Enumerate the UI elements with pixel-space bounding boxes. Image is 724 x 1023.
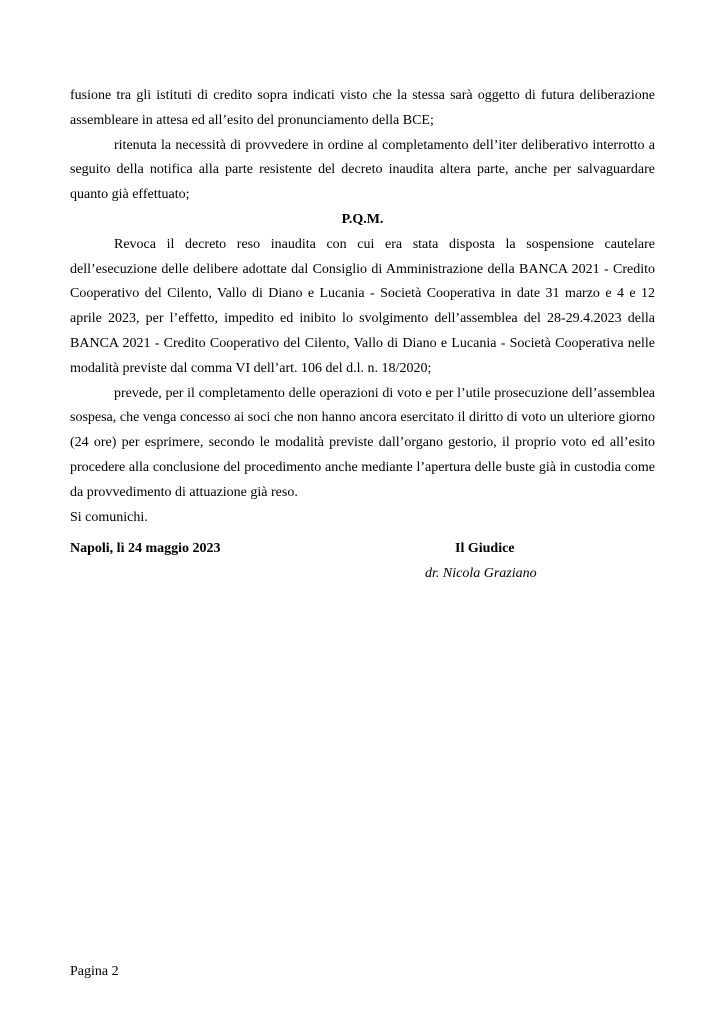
judge-name: dr. Nicola Graziano <box>425 566 537 581</box>
judge-title: Il Giudice <box>455 541 515 556</box>
page-number: Pagina 2 <box>70 964 119 979</box>
section-heading-pqm: P.Q.M. <box>341 211 384 227</box>
place-date: Napoli, lì 24 maggio 2023 <box>70 541 221 556</box>
paragraph-ritenuta: ritenuta la necessità di provvedere in ordine al completamento dell’iter deliberativo interrotto a seguito della notifica alla parte resistente del decreto inaudita altera parte, anche per salvaguardare quanto già effettuato; <box>70 137 655 203</box>
document-body <box>70 84 655 530</box>
paragraph-revoca: Revoca il decreto reso inaudita con cui era stata disposta la sospensione cautelare dell’esecuzione delle delibere adottate dal Consiglio di Amministrazione della BANCA 2021 - Credito Cooperativo del Cilento, Vallo di Diano e Lucania - Società Cooperativa in date 31 marzo e 4 e 12 aprile 2023, per l’effetto, impedito ed inibito lo svolgimento dell’assemblea del 28-29.4.2023 della BANCA 2021 - Credito Cooperativo del Cilento, Vallo di Diano e Lucania - Società Cooperativa nelle modalità previste dal comma VI dell’art. 106 del d.l. n. 18/2020; <box>70 236 655 376</box>
paragraph-prevede: prevede, per il completamento delle operazioni di voto e per l’utile prosecuzione dell’assemblea sospesa, che venga concesso ai soci che non hanno ancora esercitato il diritto di voto un ulteriore giorno (24 ore) per esprimere, secondo le modalità previste dall’organo gestorio, il proprio voto ed all’esito procedere alla conclusione del procedimento anche mediante l’apertura delle buste già in custodia come da provvedimento di attuazione già reso. <box>70 385 655 500</box>
closing-line: Si comunichi. <box>70 509 148 525</box>
paragraph-fusione: fusione tra gli istituti di credito sopra indicati visto che la stessa sarà oggetto di futura deliberazione assembleare in attesa ed all’esito del pronunciamento della BCE; <box>70 88 655 128</box>
